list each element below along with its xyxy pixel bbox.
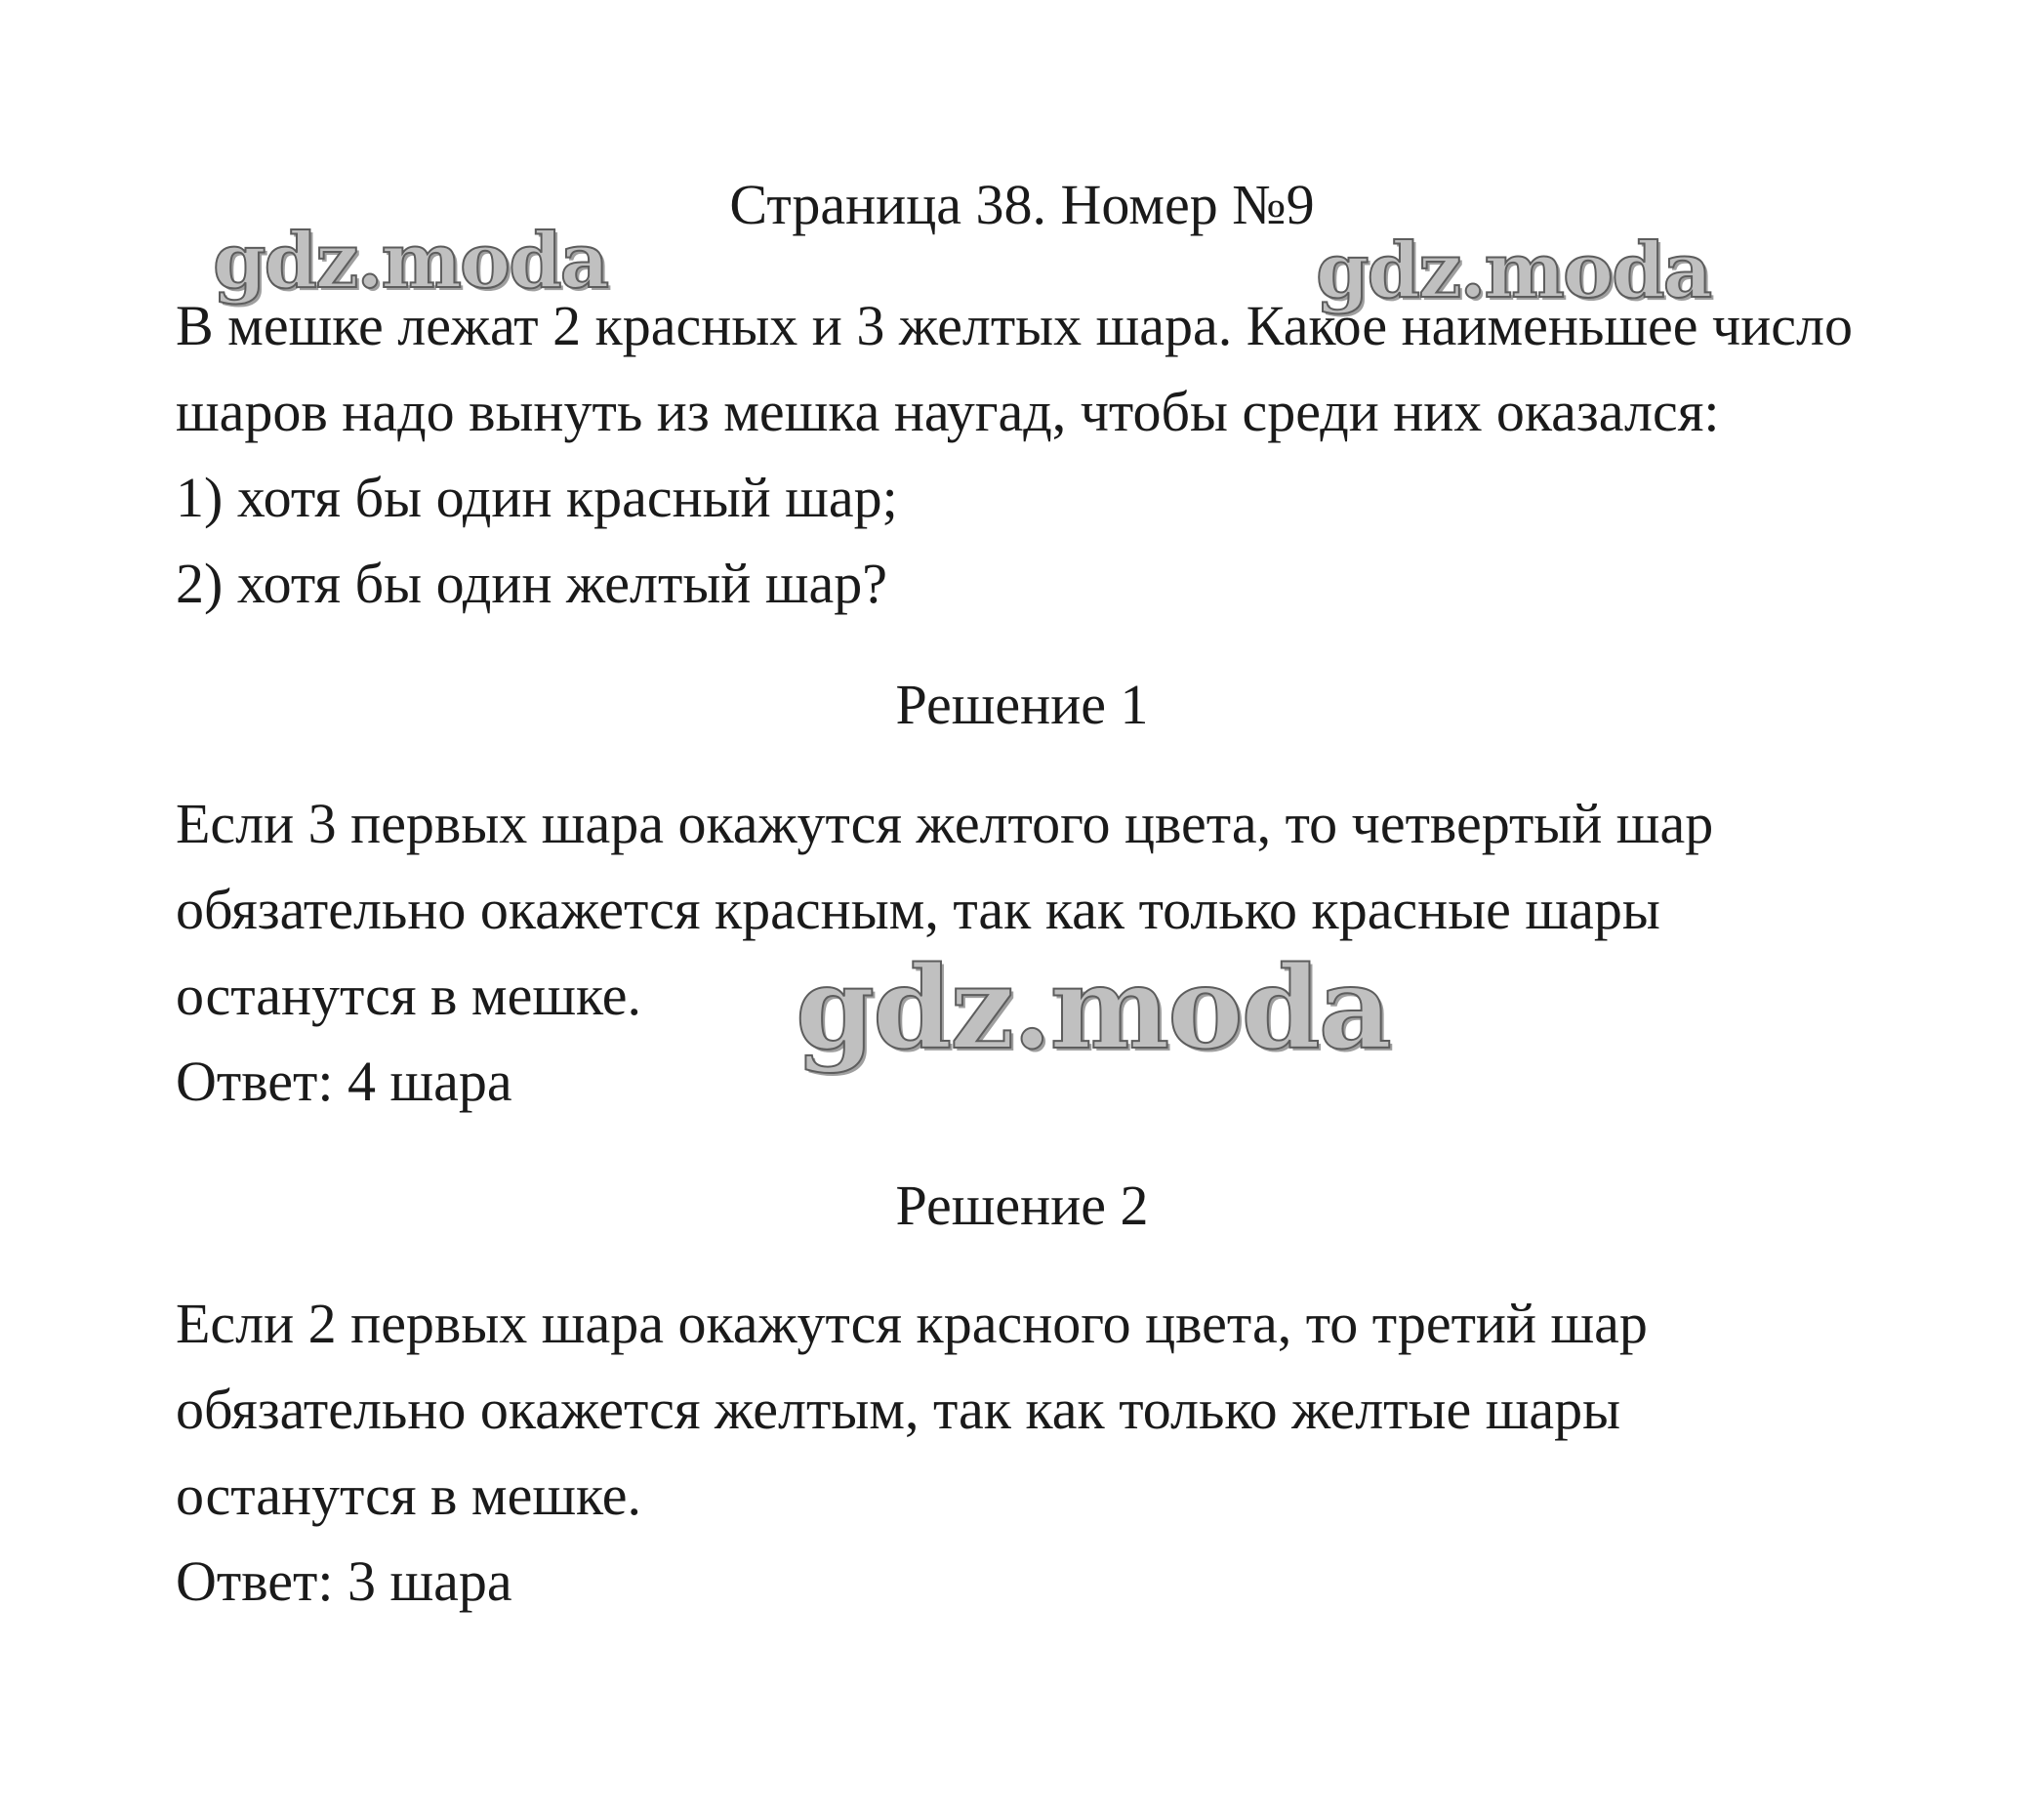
- solution1-line: обязательно окажется красным, так как только красные шары: [176, 878, 1660, 941]
- solution2-line: Если 2 первых шара окажутся красного цвета, то третий шар: [176, 1292, 1648, 1355]
- solution1-line: Если 3 первых шара окажутся желтого цвета, то четвертый шар: [176, 792, 1714, 855]
- solution1-heading: Решение 1: [895, 673, 1149, 736]
- problem-line: шаров надо вынуть из мешка наугад, чтобы среди них оказался:: [176, 380, 1720, 443]
- problem-line: В мешке лежат 2 красных и 3 желтых шара. Какое наименьшее число: [176, 294, 1853, 357]
- watermark-logo: gdz.moda: [1316, 227, 1711, 315]
- solution2-heading: Решение 2: [895, 1174, 1149, 1237]
- watermark-logo: gdz.moda: [213, 217, 608, 306]
- solution1-line: останутся в мешке.: [176, 964, 641, 1027]
- problem-line: 1) хотя бы один красный шар;: [176, 466, 898, 529]
- solution1-answer: Ответ: 4 шара: [176, 1050, 512, 1113]
- solution2-line: останутся в мешке.: [176, 1464, 641, 1527]
- solution2-answer: Ответ: 3 шара: [176, 1549, 512, 1613]
- solution2-text: [176, 1281, 1933, 1625]
- watermark-logo: gdz.moda: [796, 942, 1390, 1075]
- solution2-line: обязательно окажется желтым, так как только желтые шары: [176, 1378, 1621, 1441]
- problem-text: [176, 283, 1933, 627]
- page-title: Страница 38. Номер №9: [729, 173, 1315, 236]
- problem-line: 2) хотя бы один желтый шар?: [176, 552, 887, 615]
